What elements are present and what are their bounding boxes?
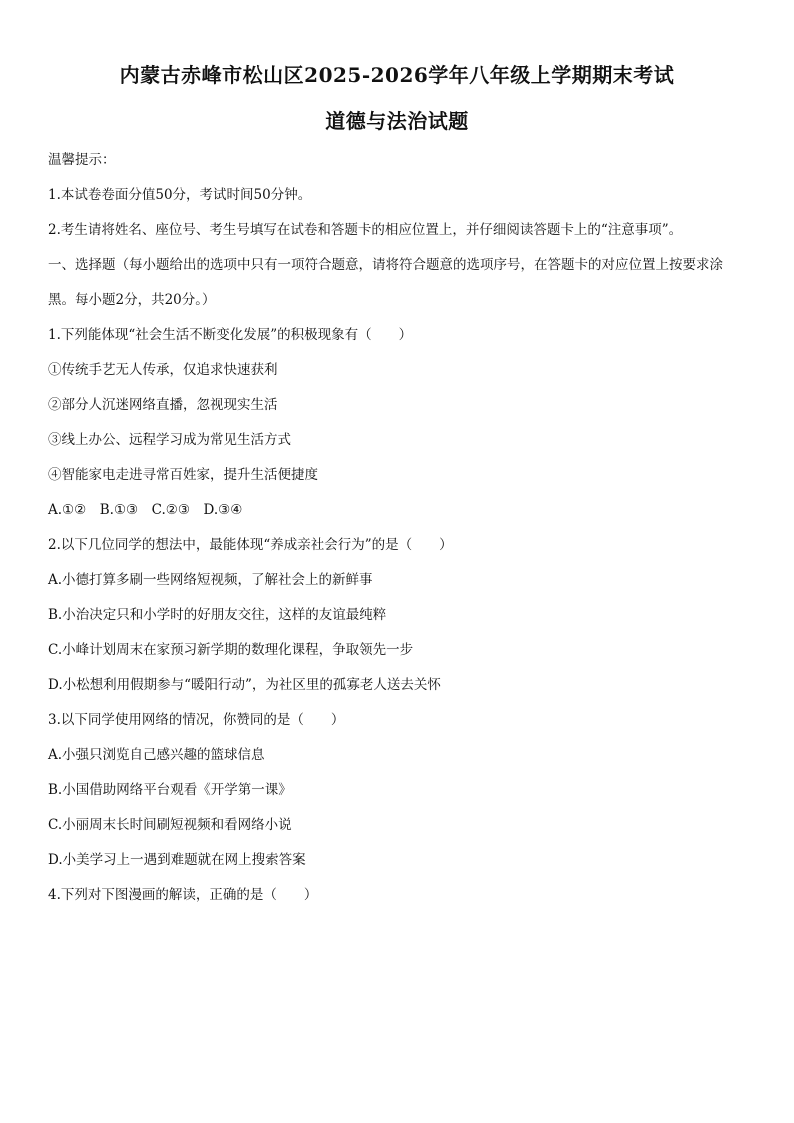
question-statement: ④智能家电走进寻常百姓家，提升生活便捷度	[48, 467, 318, 483]
notice-item: 2.考生请将姓名、座位号、考生号填写在试卷和答题卡的相应位置上，并仔细阅读答题卡上的“注意事项”。	[48, 222, 683, 238]
question-option: B.小治决定只和小学时的好朋友交往，这样的友谊最纯粹	[48, 607, 387, 623]
question-options: A.①② B.①③ C.②③ D.③④	[48, 502, 243, 518]
page-subtitle: 道德与法治试题	[325, 109, 469, 133]
question-statement: ③线上办公、远程学习成为常见生活方式	[48, 432, 291, 448]
question-stem: 2.以下几位同学的想法中，最能体现“养成亲社会行为”的是（ ）	[48, 537, 453, 553]
question-option: B.小国借助网络平台观看《开学第一课》	[48, 782, 292, 798]
question-option: C.小峰计划周末在家预习新学期的数理化课程，争取领先一步	[48, 642, 414, 658]
notice-heading: 温馨提示：	[48, 152, 116, 168]
question-option: A.小强只浏览自己感兴趣的篮球信息	[48, 747, 265, 763]
question-stem: 4.下列对下图漫画的解读，正确的是（ ）	[48, 887, 318, 903]
question-option: A.小德打算多刷一些网络短视频，了解社会上的新鲜事	[48, 572, 373, 588]
question-statement: ②部分人沉迷网络直播，忽视现实生活	[48, 397, 278, 413]
question-stem: 1.下列能体现“社会生活不断变化发展”的积极现象有（ ）	[48, 327, 413, 343]
section-intro-cont: 黑。每小题2分，共20分。）	[48, 292, 216, 308]
question-statement: ①传统手艺无人传承，仅追求快速获利	[48, 362, 278, 378]
question-stem: 3.以下同学使用网络的情况，你赞同的是（ ）	[48, 712, 345, 728]
section-intro: 一、选择题（每小题给出的选项中只有一项符合题意，请将符合题意的选项序号，在答题卡的对应位置上按要求涂	[48, 257, 723, 273]
question-option: D.小松想利用假期参与“暖阳行动”，为社区里的孤寡老人送去关怀	[48, 677, 441, 693]
question-option: D.小美学习上一遇到难题就在网上搜索答案	[48, 852, 306, 868]
page-title: 内蒙古赤峰市松山区2025-2026学年八年级上学期期末考试	[119, 63, 675, 87]
notice-item: 1.本试卷卷面分值50分，考试时间50分钟。	[48, 187, 312, 203]
question-option: C.小丽周末长时间刷短视频和看网络小说	[48, 817, 292, 833]
